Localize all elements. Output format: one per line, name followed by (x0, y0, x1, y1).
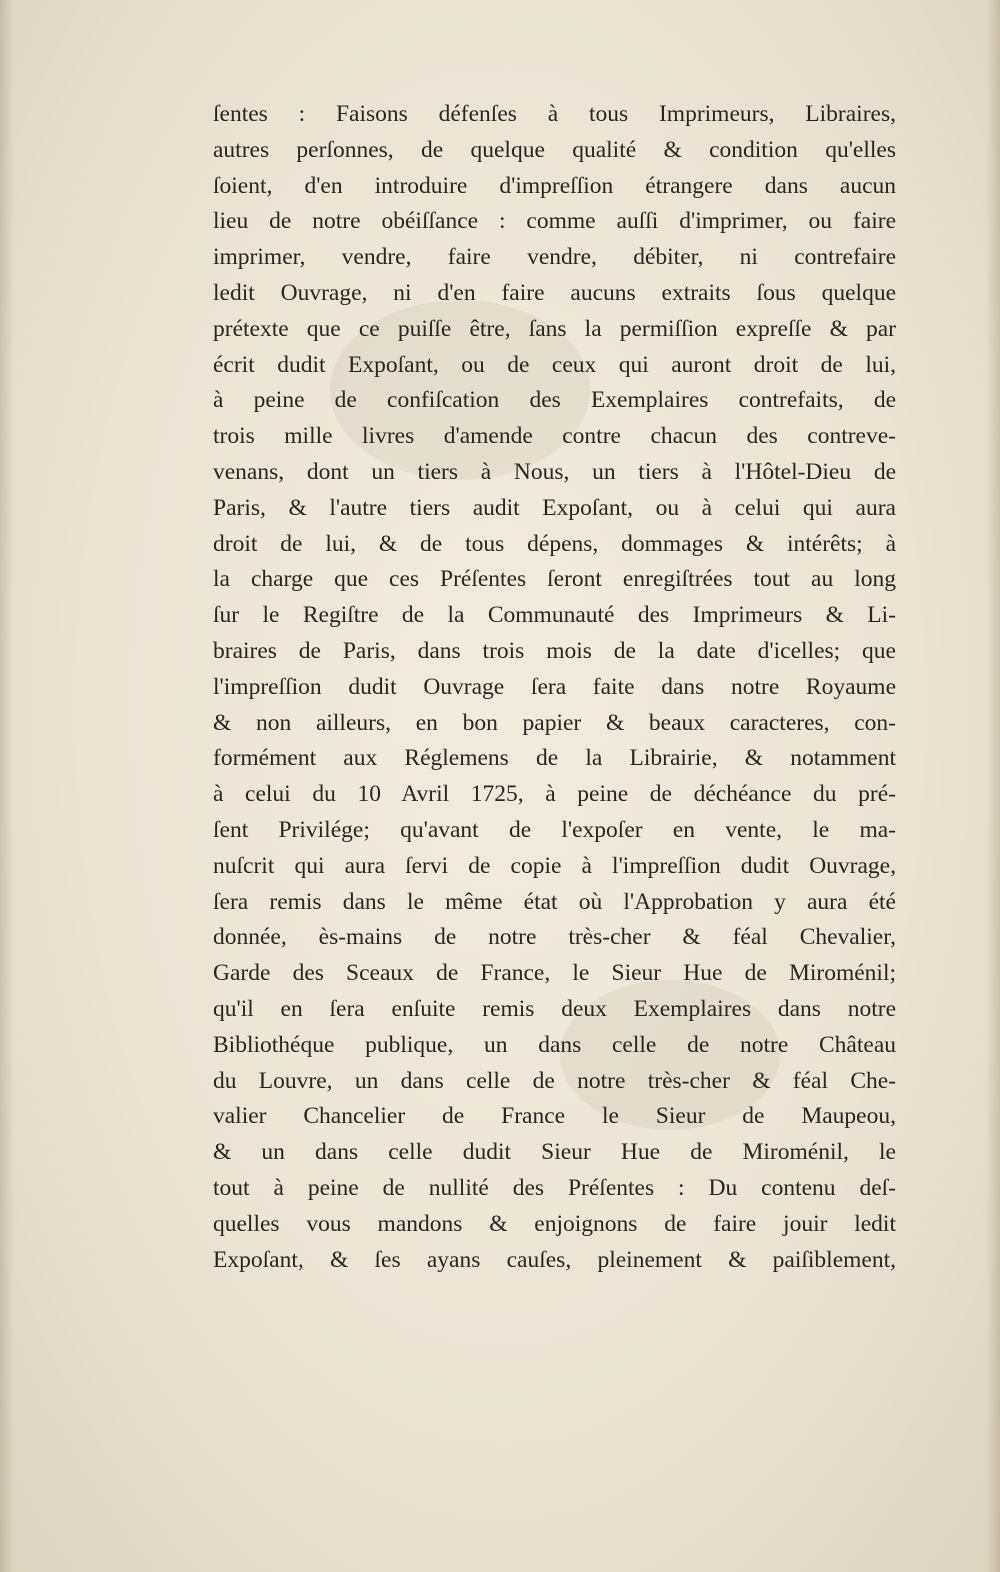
text-line: à peine de confiſcation des Exemplaires contrefaits, de (213, 387, 896, 414)
text-line: valier Chancelier de France le Sieur de Maupeou, (213, 1103, 896, 1130)
text-line: ſent Privilége; qu'avant de l'expoſer en vente, le ma- (213, 816, 896, 843)
text-line: Bibliothéque publique, un dans celle de notre Château (213, 1031, 896, 1058)
text-line: formément aux Réglemens de la Librairie, & notamment (213, 745, 896, 772)
text-line: & un dans celle dudit Sieur Hue de Miroménil, le (213, 1139, 896, 1166)
text-line: nuſcrit qui aura ſervi de copie à l'impreſſion dudit Ouvrage, (213, 852, 896, 879)
text-line: ſera remis dans le même état où l'Approbation y aura été (213, 888, 896, 915)
text-line: donnée, ès-mains de notre très-cher & féal Chevalier, (213, 924, 896, 951)
text-line: la charge que ces Préſentes ſeront enregiſtrées tout au long (213, 566, 896, 593)
text-line: du Louvre, un dans celle de notre très-cher & féal Che- (213, 1067, 896, 1094)
text-line: lieu de notre obéiſſance : comme auſſi d'imprimer, ou faire (213, 208, 896, 235)
text-line: écrit dudit Expoſant, ou de ceux qui auront droit de lui, (213, 351, 896, 378)
text-line: trois mille livres d'amende contre chacun des contreve- (213, 423, 896, 450)
text-line: Expoſant, & ſes ayans cauſes, pleinement & paiſiblement, (213, 1246, 896, 1273)
text-line: Garde des Sceaux de France, le Sieur Hue de Miroménil; (213, 960, 896, 987)
text-line: venans, dont un tiers à Nous, un tiers à l'Hôtel-Dieu de (213, 458, 896, 485)
page-left-edge (0, 0, 14, 1572)
text-line: ſentes : Faisons défenſes à tous Imprimeurs, Libraires, (213, 101, 896, 127)
text-line: à celui du 10 Avril 1725, à peine de déchéance du pré- (213, 781, 896, 808)
body-text (213, 97, 896, 1278)
text-line: & non ailleurs, en bon papier & beaux caracteres, con- (213, 709, 896, 736)
text-line: ledit Ouvrage, ni d'en faire aucuns extraits ſous quelque (213, 279, 896, 306)
text-line: ſur le Regiſtre de la Communauté des Imprimeurs & Li- (213, 602, 896, 629)
text-line: braires de Paris, dans trois mois de la date d'icelles; que (213, 637, 896, 664)
text-line: imprimer, vendre, faire vendre, débiter, ni contrefaire (213, 244, 896, 271)
text-line: ſoient, d'en introduire d'impreſſion étrangere dans aucun (213, 172, 896, 199)
text-line: Paris, & l'autre tiers audit Expoſant, ou à celui qui aura (213, 494, 896, 521)
text-line: prétexte que ce puiſſe être, ſans la permiſſion expreſſe & par (213, 315, 896, 342)
text-line: droit de lui, & de tous dépens, dommages & intérêts; à (213, 530, 896, 557)
text-line: tout à peine de nullité des Préſentes : Du contenu deſ- (213, 1174, 896, 1201)
text-line: quelles vous mandons & enjoignons de faire jouir ledit (213, 1210, 896, 1237)
text-line: qu'il en ſera enſuite remis deux Exemplaires dans notre (213, 995, 896, 1022)
page-right-edge (986, 0, 1000, 1572)
text-line: l'impreſſion dudit Ouvrage ſera faite dans notre Royaume (213, 673, 896, 700)
text-line: autres perſonnes, de quelque qualité & condition qu'elles (213, 136, 896, 163)
